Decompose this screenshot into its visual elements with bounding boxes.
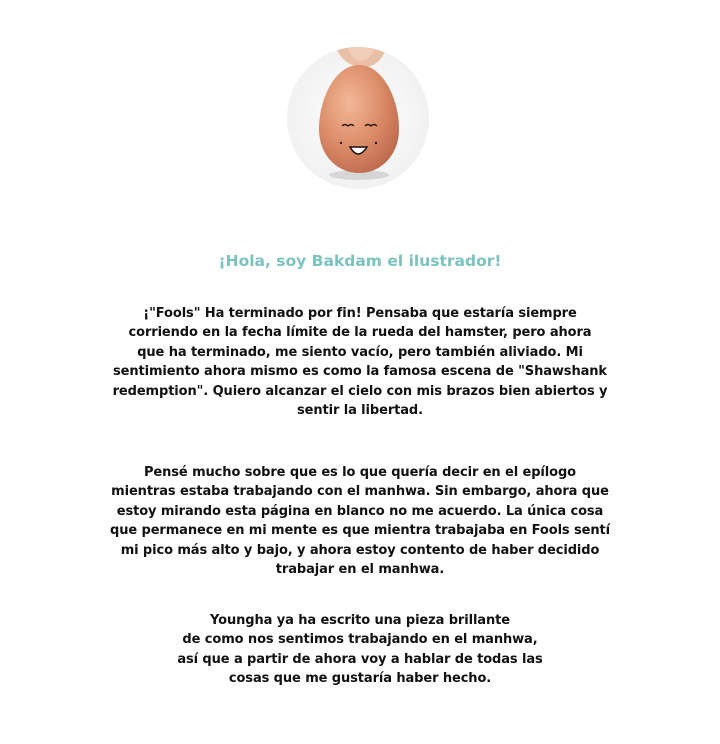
egg-face-avatar-icon <box>287 47 429 189</box>
paragraph-line: cosas que me gustaría haber hecho. <box>228 671 492 687</box>
paragraph-line: Youngha ya ha escrito una pieza brillante <box>210 613 510 628</box>
greeting-heading: ¡Hola, soy Bakdam el ilustrador! <box>218 252 502 270</box>
paragraph-line: sentir la libertad. <box>297 403 423 419</box>
paragraph-line: sentimiento ahora mismo es como la famosa escena de "Shawshank <box>113 364 607 380</box>
paragraph-line: redemption". Quiero alcanzar el cielo con mis brazos bien abiertos y <box>112 383 608 399</box>
paragraph-line: Pensé mucho sobre que es lo que quería decir en el epílogo <box>144 465 576 480</box>
paragraph-line: trabajar en el manhwa. <box>275 562 445 578</box>
paragraph-line: estoy mirando esta página en blanco no me acuerdo. La única cosa <box>116 503 604 519</box>
paragraph-line: así que a partir de ahora voy a hablar de todas las <box>177 651 543 667</box>
paragraph-line: que permanece en mi mente es que mientra trabajaba en Fools sentí <box>110 523 610 539</box>
paragraph-line: ¡"Fools" Ha terminado por fin! Pensaba que estaría siempre <box>143 306 577 321</box>
paragraph-3 <box>0 611 720 689</box>
paragraph-1 <box>0 304 720 420</box>
paragraph-line: que ha terminado, me siento vacío, pero también aliviado. Mi <box>137 344 583 360</box>
author-avatar <box>287 47 429 189</box>
paragraph-line: de como nos sentimos trabajando en el manhwa, <box>182 632 538 648</box>
paragraph-2 <box>0 463 720 579</box>
paragraph-line: corriendo en la fecha límite de la rueda del hamster, pero ahora <box>128 325 592 341</box>
paragraph-line: mientras estaba trabajando con el manhwa. Sin embargo, ahora que <box>111 484 609 500</box>
paragraph-line: mi pico más alto y bajo, y ahora estoy contento de haber decidido <box>120 542 600 558</box>
